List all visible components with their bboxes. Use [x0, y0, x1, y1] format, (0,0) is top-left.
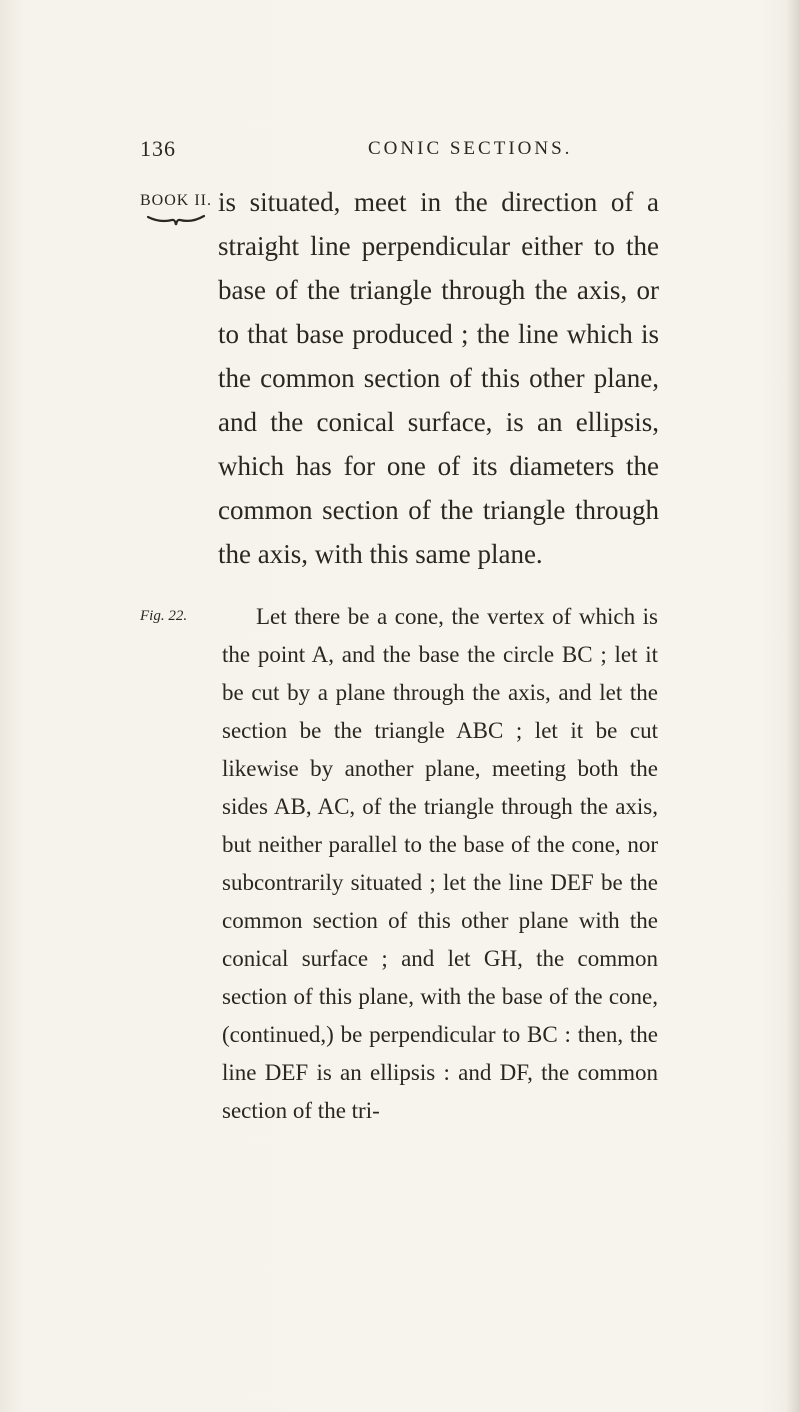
brace-ornament-icon [146, 214, 206, 228]
paragraph-continuation: is situated, meet in the direction of a straight line perpendicular either to the base of the triangle through the axis, or to that base produced ; the line which is the common section of this other plane, and the conical surface, is an ellipsis, which has for one of its diameters the common section of the triangle through the axis, with this same plane. [218, 187, 659, 569]
page-edge-shadow [786, 0, 800, 1412]
paragraph-proof: Let there be a cone, the vertex of which is the point A, and the base the circle BC ; let it be cut by a plane through the axis, and let the section be the triangle ABC ; let it be cut likewise by another plane, meeting both the sides AB, AC, of the triangle through the axis, but neither parallel to the base of the cone, nor subcontrarily situated ; let the line DEF be the common section of this other plane with the conical surface ; and let GH, the common section of this plane, with the base of the cone, (continued,) be perpendicular to BC : then, the line DEF is an ellipsis : and DF, the common section of the tri- [222, 604, 658, 1123]
page-number: 136 [140, 136, 176, 161]
margin-book-label: BOOK II. [140, 192, 212, 209]
header-title: CONIC SECTIONS. [368, 138, 573, 159]
margin-figure-reference: Fig. 22. [140, 608, 188, 624]
running-header [140, 136, 600, 164]
